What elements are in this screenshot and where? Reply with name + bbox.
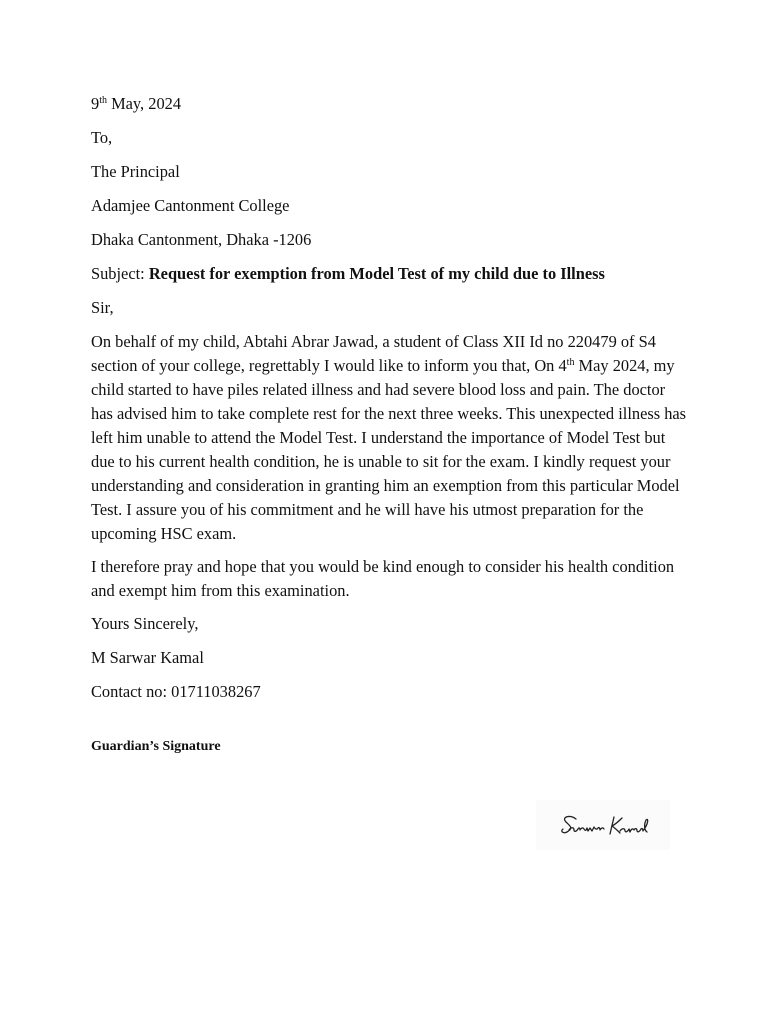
recipient-title: The Principal <box>91 162 180 181</box>
sender-name: M Sarwar Kamal <box>91 648 204 667</box>
signature-scribble <box>536 800 670 850</box>
letter-date <box>91 92 691 116</box>
body-paragraph-2: I therefore pray and hope that you would be kind enough to consider his health condition and exempt him from this examination. <box>91 557 675 600</box>
letter-body <box>91 92 691 714</box>
subject-label: Subject: <box>91 264 149 283</box>
subject-line <box>91 262 691 286</box>
body-p1-part2: May 2024, my child started to have piles related illness and had severe blood loss and pain. The doctor has advised him to take complete rest for the next three weeks. This unexpected illness has left him unable to attend the Model Test. I understand the importance of Model Test but due to his current health condition, he is unable to sit for the exam. I kindly request your understanding and consideration in granting him an exemption from this particular Model Test. I assure you of his commitment and he will have his utmost preparation for the upcoming HSC exam. <box>91 356 687 543</box>
body-p1-superscript: th <box>566 357 575 368</box>
body-p1-part1: On behalf of my child, Abtahi Abrar Jawad, a student of Class XII Id no 220479 of S4 section of your college, regrettably I would like to inform you that, On 4 <box>91 332 656 375</box>
closing: Yours Sincerely, <box>91 614 199 633</box>
date-rest: May, 2024 <box>106 94 182 113</box>
salutation: Sir, <box>91 298 114 317</box>
recipient-address: Dhaka Cantonment, Dhaka -1206 <box>91 230 312 249</box>
recipient-institution: Adamjee Cantonment College <box>91 196 290 215</box>
to-line: To, <box>91 128 113 147</box>
body-paragraph-1 <box>91 330 691 546</box>
subject-text: Request for exemption from Model Test of my child due to Illness <box>148 264 605 283</box>
date-day: 9 <box>91 94 100 113</box>
date-suffix: th <box>99 95 107 106</box>
guardian-signature-label: Guardian’s Signature <box>91 739 221 754</box>
contact-number: Contact no: 01711038267 <box>91 682 261 701</box>
handwritten-signature <box>536 800 670 850</box>
